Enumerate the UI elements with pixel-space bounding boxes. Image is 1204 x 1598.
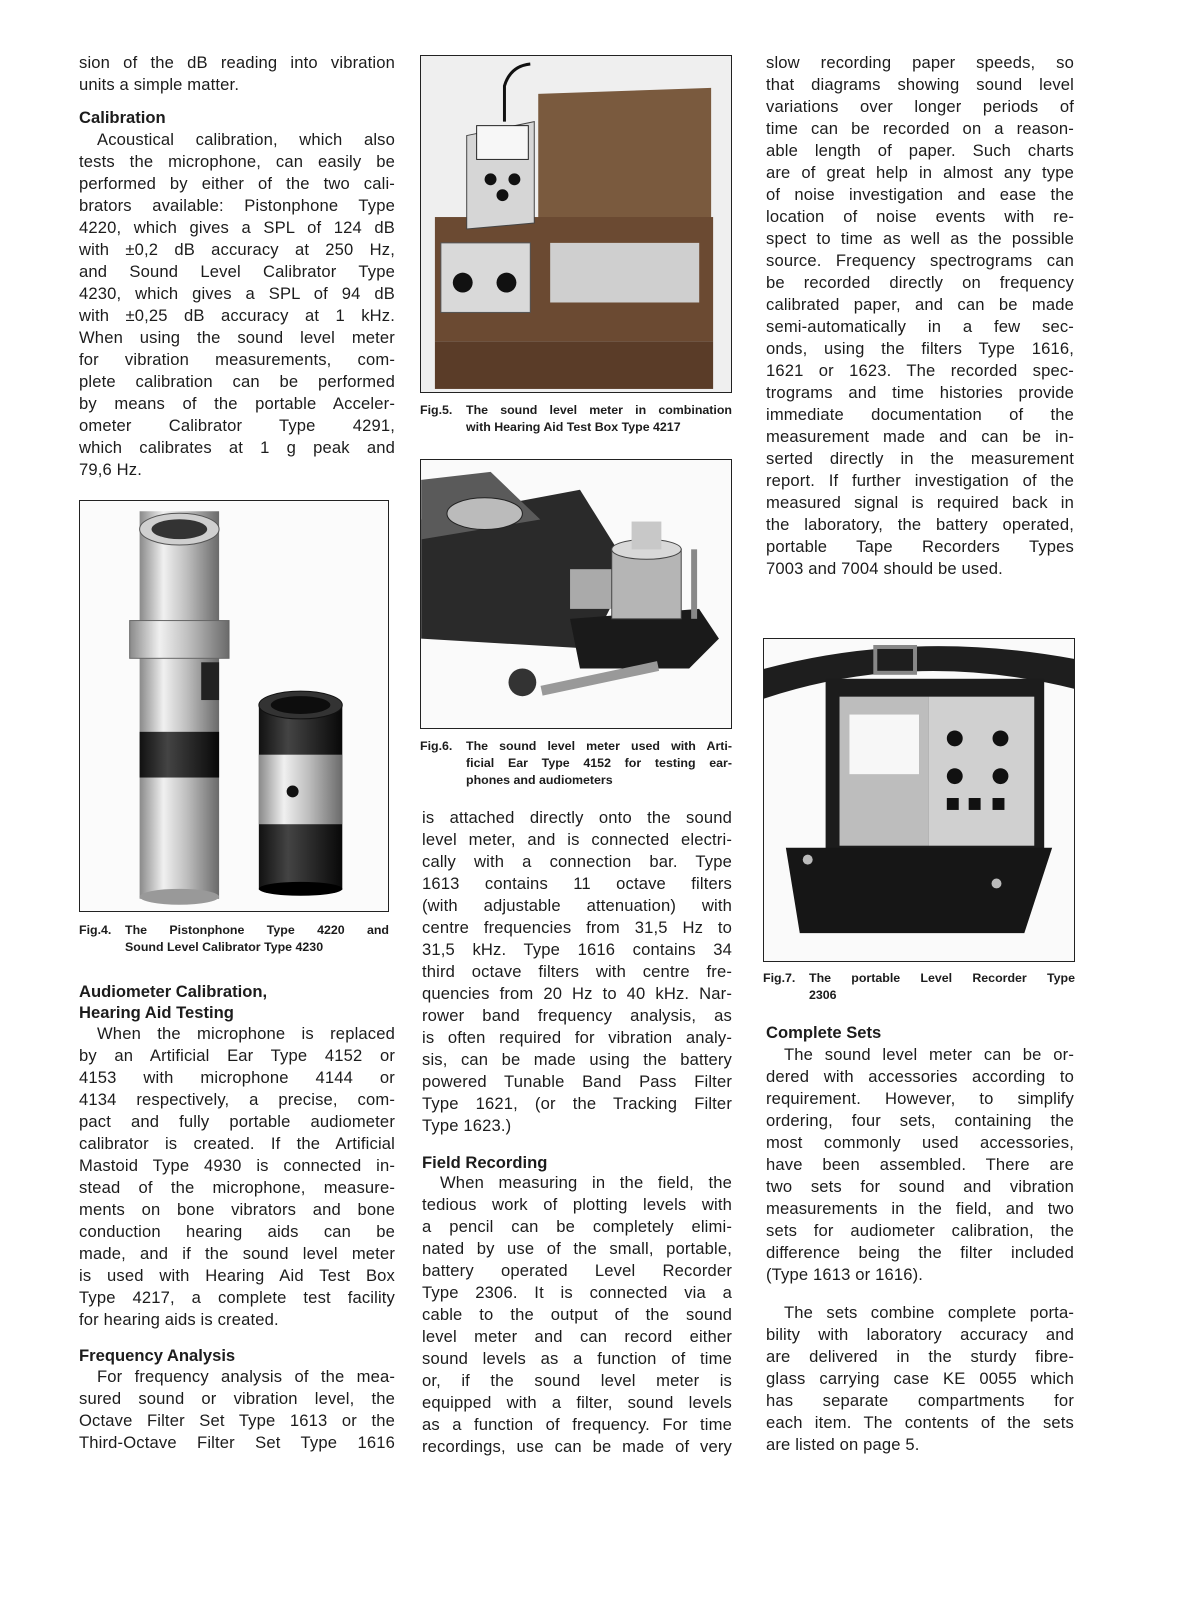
audiometer-body [79,1023,395,1331]
filters-line: centre frequencies from 31,5 Hz to [422,918,732,937]
recording-line: measured signal is required back in [766,493,1074,512]
complete-sets-line: requirement. However, to simplify [766,1089,1074,1108]
audiometer-line: made, and if the sound level meter [79,1244,395,1263]
fig7-caption [763,970,1075,1004]
calibration-line: by means of the portable Acceler- [79,394,395,413]
intro-text [79,52,395,96]
fig4-caption-line2: Sound Level Calibrator Type 4230 [125,940,324,954]
calibration-body [79,129,395,481]
audiometer-line: conduction hearing aids can be [79,1222,395,1241]
calibration-line: plete calibration can be performed [79,372,395,391]
calibration-line: which calibrates at 1 g peak and [79,438,395,457]
field-heading: Field Recording [422,1153,548,1172]
field-line: a pencil can be completely elimi- [422,1217,732,1236]
fig6-caption-line3: phones and audiometers [466,773,613,787]
complete-sets-line: sets for audiometer calibration, the [766,1221,1074,1240]
calibration-line: and Sound Level Calibrator Type [79,262,395,281]
recording-line: are of great help in almost any type [766,163,1074,182]
complete-sets-line: two sets for sound and vibration [766,1177,1074,1196]
frequency-heading: Frequency Analysis [79,1346,236,1365]
fig5-caption [420,402,732,436]
filters-line: quencies from 20 Hz to 40 kHz. Nar- [422,984,732,1003]
fig5-label: Fig.5. [420,403,453,417]
calibration-line: with ±0,2 dB accuracy at 250 Hz, [79,240,395,259]
recording-line: time can be recorded on a reason- [766,119,1074,138]
filters-line: is often required for vibration analy- [422,1028,732,1047]
recording-line: 1621 or 1623. The recorded spec- [766,361,1074,380]
recording-line: variations over longer periods of [766,97,1074,116]
field-line: Type 2306. It is connected via a [422,1283,732,1302]
intro-line-1: sion of the dB reading into vibration [79,53,395,72]
audiometer-line: 4134 respectively, a precise, com- [79,1090,395,1109]
filters-line: level meter, and is connected electri- [422,830,732,849]
level-recorder-image [764,639,1074,961]
calibration-line: ometer Calibrator Type 4291, [79,416,395,435]
audiometer-line: calibrator is created. If the Artificial [79,1134,395,1153]
complete-sets-2-line: The sets combine complete porta- [784,1303,1074,1322]
fig6-caption-line1: The sound level meter used with Arti- [466,739,732,753]
audiometer-heading-line1: Audiometer Calibration, [79,982,268,1001]
audiometer-line: is used with Hearing Aid Test Box [79,1266,395,1285]
frequency-line: sured sound or vibration level, the [79,1389,395,1408]
fig5-caption-line1: The sound level meter in combination [466,403,732,417]
audiometer-line: When the microphone is replaced [97,1024,395,1043]
recording-line: 7003 and 7004 should be used. [766,559,1003,578]
calibration-line: 79,6 Hz. [79,460,142,479]
audiometer-line: for hearing aids is created. [79,1310,279,1329]
field-line: When measuring in the field, the [440,1173,732,1192]
complete-sets-2-line: has separate compartments for [766,1391,1074,1410]
recording-line: semi-automatically in a few sec- [766,317,1074,336]
artificial-ear-image [421,460,731,728]
recording-line: be recorded directly on frequency [766,273,1074,292]
recording-line: immediate documentation of the [766,405,1074,424]
fig7-caption-line2: 2306 [809,988,837,1002]
pistonphone-calibrator-image [80,501,388,911]
calibration-line: When using the sound level meter [79,328,395,347]
recording-line: report. If further investigation of the [766,471,1074,490]
field-line: battery operated Level Recorder [422,1261,732,1280]
filters-line: rower band frequency analysis, as [422,1006,732,1025]
complete-sets-line: most commonly used accessories, [766,1133,1074,1152]
fig6-caption-line2: ficial Ear Type 4152 for testing ear- [466,756,732,770]
fig4-caption-line1: The Pistonphone Type 4220 and [125,923,389,937]
field-line: or, if the sound level meter is [422,1371,732,1390]
frequency-line: Octave Filter Set Type 1613 or the [79,1411,395,1430]
frequency-line: Third-Octave Filter Set Type 1616 [79,1433,395,1452]
calibration-line: brators available: Pistonphone Type [79,196,395,215]
recording-line: onds, using the filters Type 1616, [766,339,1074,358]
audiometer-line: stead of the microphone, measure- [79,1178,395,1197]
complete-sets-line: (Type 1613 or 1616). [766,1265,924,1284]
fig6-photo [420,459,732,729]
fig4-photo [79,500,389,912]
complete-sets-line: measurements in the field, and two [766,1199,1074,1218]
complete-body-1 [766,1044,1074,1286]
fig5-photo [420,55,732,393]
complete-sets-2-line: are delivered in the sturdy fibre- [766,1347,1074,1366]
recording-line: trograms and time histories provide [766,383,1074,402]
filters-body [422,807,732,1137]
fig7-photo [763,638,1075,962]
calibration-line: performed by either of the two cali- [79,174,395,193]
field-line: recordings, use can be made of very [422,1437,732,1456]
field-line: as a function of frequency. For time [422,1415,732,1434]
filters-line: is attached directly onto the sound [422,808,732,827]
complete-sets-line: dered with accessories according to [766,1067,1074,1086]
fig4-caption [79,922,389,956]
complete-sets-line: have been assembled. There are [766,1155,1074,1174]
complete-body-2 [766,1302,1074,1456]
fig7-label: Fig.7. [763,971,796,985]
field-line: cable to the output of the sound [422,1305,732,1324]
recording-line: of noise investigation and ease the [766,185,1074,204]
filters-line: 1613 contains 11 octave filters [422,874,732,893]
field-line: sound levels as a function of time [422,1349,732,1368]
audiometer-line: pact and fully portable audiometer [79,1112,395,1131]
fig6-label: Fig.6. [420,739,453,753]
calibration-line: 4230, which gives a SPL of 94 dB [79,284,395,303]
recording-line: calibrated paper, and can be made [766,295,1074,314]
recording-line: portable Tape Recorders Types [766,537,1074,556]
filters-line: cally with a connection bar. Type [422,852,732,871]
complete-sets-2-line: bility with laboratory accuracy and [766,1325,1074,1344]
filters-line: (with adjustable attenuation) with [422,896,732,915]
calibration-line: Acoustical calibration, which also [97,130,395,149]
complete-sets-2-line: are listed on page 5. [766,1435,920,1454]
hearing-aid-test-box-image [421,56,731,392]
complete-sets-line: ordering, four sets, containing the [766,1111,1074,1130]
audiometer-line: by an Artificial Ear Type 4152 or [79,1046,395,1065]
complete-sets-line: difference being the filter included [766,1243,1074,1262]
audiometer-line: Type 4217, a complete test facility [79,1288,395,1307]
calibration-line: with ±0,25 dB accuracy at 1 kHz. [79,306,395,325]
complete-sets-2-line: glass carrying case KE 0055 which [766,1369,1074,1388]
fig6-caption [420,738,732,789]
intro-line-2: units a simple matter. [79,75,240,94]
recording-line: the laboratory, the battery operated, [766,515,1074,534]
calibration-line: 4220, which gives a SPL of 124 dB [79,218,395,237]
recording-line: that diagrams showing sound level [766,75,1074,94]
recording-line: serted directly in the measurement [766,449,1074,468]
field-line: tedious work of plotting levels with [422,1195,732,1214]
fig5-caption-line2: with Hearing Aid Test Box Type 4217 [466,420,681,434]
calibration-line: for vibration measurements, com- [79,350,395,369]
audiometer-line: 4153 with microphone 4144 or [79,1068,395,1087]
filters-line: Type 1621, (or the Tracking Filter [422,1094,732,1113]
audiometer-line: ments on bone vibrators and bone [79,1200,395,1219]
recording-line: spect to time as well as the possible [766,229,1074,248]
frequency-body [79,1366,395,1454]
recording-line: source. Frequency spectrograms can [766,251,1074,270]
recording-line: location of noise events with re- [766,207,1074,226]
filters-line: 31,5 kHz. Type 1616 contains 34 [422,940,732,959]
complete-sets-line: The sound level meter can be or- [784,1045,1074,1064]
frequency-line: For frequency analysis of the mea- [97,1367,395,1386]
field-line: equipped with a filter, sound levels [422,1393,732,1412]
recording-line: able length of paper. Such charts [766,141,1074,160]
complete-heading: Complete Sets [766,1023,882,1042]
fig4-label: Fig.4. [79,923,112,937]
field-body [422,1172,732,1458]
field-line: level meter and can record either [422,1327,732,1346]
filters-line: Type 1623.) [422,1116,512,1135]
filters-line: sis, can be made using the battery [422,1050,732,1069]
filters-line: third octave filters with centre fre- [422,962,732,981]
calibration-heading: Calibration [79,108,166,127]
audiometer-line: Mastoid Type 4930 is connected in- [79,1156,395,1175]
fig7-caption-line1: The portable Level Recorder Type [809,971,1075,985]
recording-line: measurement made and can be in- [766,427,1074,446]
filters-line: powered Tunable Band Pass Filter [422,1072,732,1091]
audiometer-heading-line2: Hearing Aid Testing [79,1003,234,1022]
field-line: nated by use of the small, portable, [422,1239,732,1258]
recording-line: slow recording paper speeds, so [766,53,1074,72]
complete-sets-2-line: each item. The contents of the sets [766,1413,1074,1432]
recording-body [766,52,1074,580]
calibration-line: tests the microphone, can easily be [79,152,395,171]
